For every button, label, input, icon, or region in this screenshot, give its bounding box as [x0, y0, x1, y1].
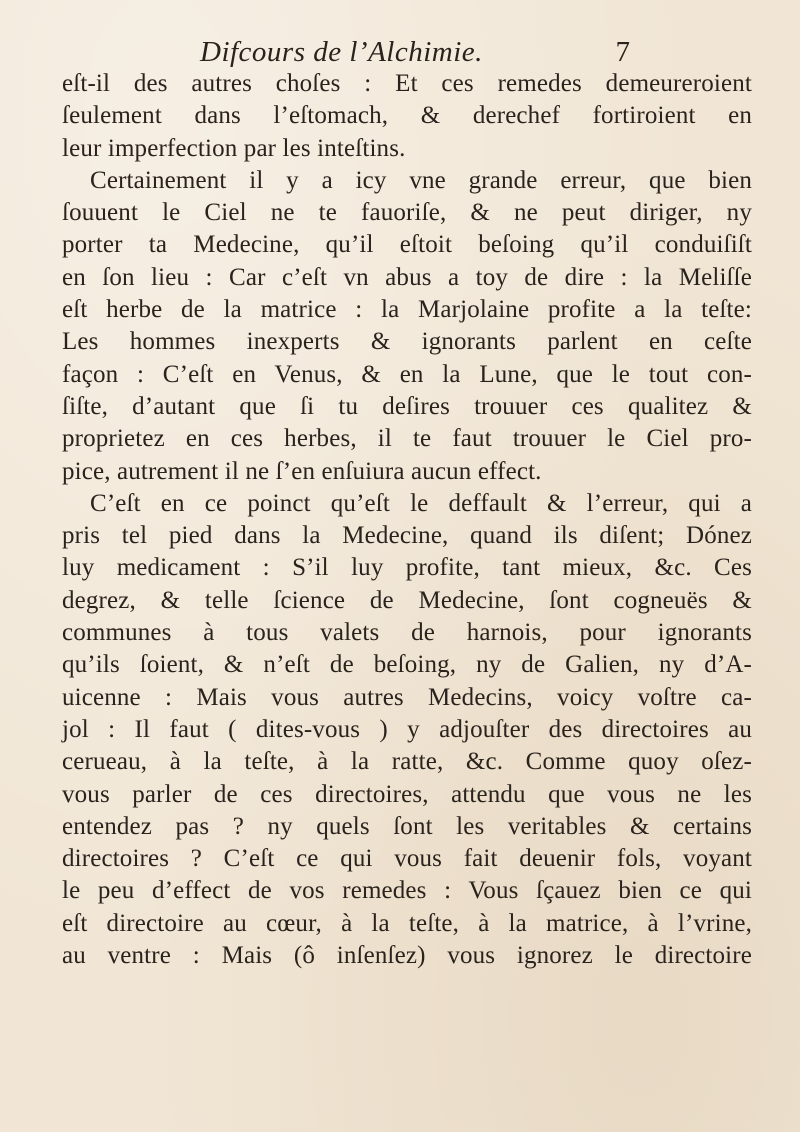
text-line: jol : Il faut ( dites-vous ) y adjouſter des directoires au: [62, 715, 752, 743]
running-title: Difcours de l’Alchimie.: [200, 36, 483, 68]
text-line: qu’ils ſoient, & n’eſt de beſoing, ny de Galien, ny d’A-: [62, 651, 752, 679]
text-line: ſouuent le Ciel ne te fauoriſe, & ne peut diriger, ny: [62, 199, 752, 227]
text-line: porter ta Medecine, qu’il eſtoit beſoing qu’il conduiſiſt: [62, 231, 752, 259]
text-line: Les hommes inexperts & ignorants parlent en ceſte: [62, 328, 752, 356]
text-line: pris tel pied dans la Medecine, quand ils diſent; Dónez: [62, 522, 752, 550]
text-line: entendez pas ? ny quels ſont les veritables & certains: [62, 812, 752, 840]
text-line: proprietez en ces herbes, il te faut trouuer le Ciel pro-: [62, 425, 752, 453]
text-line: luy medicament : S’il luy profite, tant mieux, &c. Ces: [62, 554, 752, 582]
text-line: eſt-il des autres choſes : Et ces remedes demeureroient: [62, 70, 752, 97]
text-line: degrez, & telle ſcience de Medecine, ſont cogneuës &: [62, 586, 752, 614]
text-line: vous parler de ces directoires, attendu que vous ne les: [62, 780, 752, 808]
text-line: ſiſte, d’autant que ſi tu deſires trouuer ces qualitez &: [62, 392, 752, 420]
text-line: en ſon lieu : Car c’eſt vn abus a toy de dire : la Meliſſe: [62, 263, 752, 291]
text-line: cerueau, à la teſte, à la ratte, &c. Comme quoy oſez-: [62, 748, 752, 776]
paragraph-first-line: C’eſt en ce poinct qu’eſt le deffault & l’erreur, qui a: [90, 489, 752, 517]
text-line: communes à tous valets de harnois, pour ignorants: [62, 619, 752, 647]
page-number: 7: [615, 36, 630, 68]
text-line: au ventre : Mais (ô inſenſez) vous ignorez le directoire: [62, 942, 752, 970]
text-line: ſeulement dans l’eſtomach, & derechef fortiroient en: [62, 102, 752, 130]
text-line: uicenne : Mais vous autres Medecins, voicy voſtre ca-: [62, 683, 752, 711]
text-line: leur imperfection par les inteſtins.: [62, 134, 406, 162]
text-line: pice, autrement il ne ſ’en enſuiura aucun effect.: [62, 457, 542, 485]
text-line: le peu d’effect de vos remedes : Vous ſçauez bien ce qui: [62, 877, 752, 905]
text-line: directoires ? C’eſt ce qui vous fait deuenir fols, voyant: [62, 845, 752, 873]
paragraph-first-line: Certainement il y a icy vne grande erreur, que bien: [90, 166, 752, 194]
text-line: façon : C’eſt en Venus, & en la Lune, que le tout con-: [62, 360, 752, 388]
body-text: [62, 68, 752, 972]
text-line: eſt directoire au cœur, à la teſte, à la matrice, à l’vrine,: [62, 909, 752, 937]
text-line: eſt herbe de la matrice : la Marjolaine profite a la teſte:: [62, 296, 752, 324]
